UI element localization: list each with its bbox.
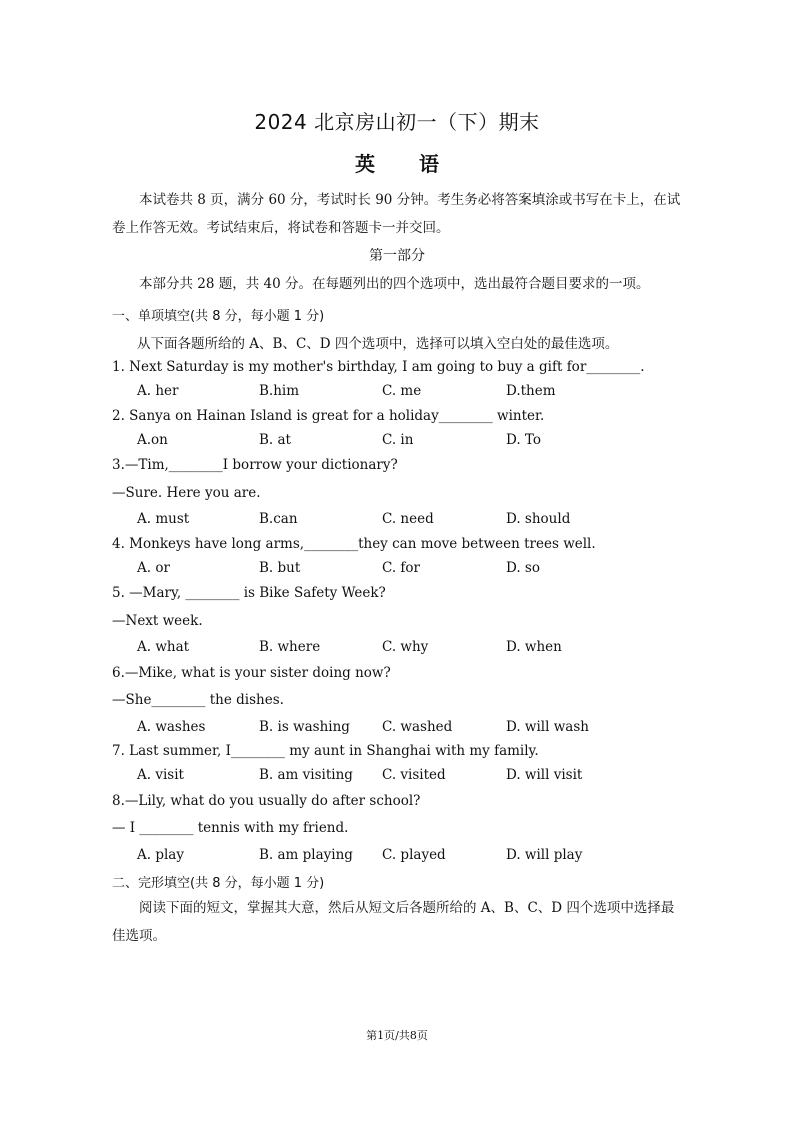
option-a: A. washes xyxy=(137,719,206,735)
exam-instructions: 本试卷共 8 页，满分 60 分，考试时长 90 分钟。考生务必将答案填涂或书写在卡上，在试卷上作答无效。考试结束后，将试卷和答题卡一并交回。 xyxy=(112,192,681,236)
section-instruction: 阅读下面的短文，掌握其大意，然后从短文后各题所给的 A、B、C、D 四个选项中选择最佳选项。 xyxy=(112,900,675,944)
option-c: C. need xyxy=(382,511,434,527)
option-b: B. at xyxy=(259,432,291,448)
question-stem: 7. Last summer, I________ my aunt in Shanghai with my family. xyxy=(112,743,539,759)
option-d: D. To xyxy=(506,432,542,448)
option-b: B.him xyxy=(259,383,300,399)
option-d: D.them xyxy=(506,383,556,399)
option-a: A.on xyxy=(137,432,168,448)
question-stem: 6.—Mike, what is your sister doing now? xyxy=(112,665,391,681)
subject-char: 语 xyxy=(419,152,439,176)
option-c: C. washed xyxy=(382,719,453,735)
section-heading: 一、单项填空(共 8 分，每小题 1 分) xyxy=(112,309,325,324)
question-stem: 2. Sanya on Hainan Island is great for a holiday________ winter. xyxy=(112,408,545,424)
option-c: C. played xyxy=(382,847,446,863)
question-stem: 4. Monkeys have long arms,________they can move between trees well. xyxy=(112,536,596,552)
question-stem: 3.—Tim,________I borrow your dictionary? xyxy=(112,457,398,473)
question-line: —Next week. xyxy=(112,613,203,629)
option-d: D. will wash xyxy=(506,719,589,735)
option-a: A. her xyxy=(137,383,179,399)
option-d: D. so xyxy=(506,560,540,576)
option-a: A. what xyxy=(137,639,190,655)
option-b: B.can xyxy=(259,511,298,527)
subject-char: 英 xyxy=(355,152,375,176)
question-line: — I ________ tennis with my friend. xyxy=(112,820,349,836)
option-c: C. visited xyxy=(382,767,446,783)
option-b: B. am visiting xyxy=(259,767,353,783)
option-c: C. me xyxy=(382,383,422,399)
option-d: D. should xyxy=(506,511,571,527)
page-number: 第1页/共8页 xyxy=(366,1029,428,1042)
section-heading: 二、完形填空(共 8 分，每小题 1 分) xyxy=(112,876,325,891)
question-line: —She________ the dishes. xyxy=(112,692,284,708)
option-a: A. visit xyxy=(137,767,184,783)
question-stem: 1. Next Saturday is my mother's birthday, I am going to buy a gift for________. xyxy=(112,359,645,375)
question-stem: 8.—Lily, what do you usually do after school? xyxy=(112,793,421,809)
question-line: —Sure. Here you are. xyxy=(112,485,261,501)
option-d: D. will visit xyxy=(506,767,583,783)
option-c: C. why xyxy=(382,639,429,655)
option-c: C. in xyxy=(382,432,414,448)
option-d: D. will play xyxy=(506,847,583,863)
subject-title xyxy=(0,148,794,177)
part-intro: 本部分共 28 题，共 40 分。在每题列出的四个选项中，选出最符合题目要求的一项。 xyxy=(139,276,650,292)
option-b: B. am playing xyxy=(259,847,353,863)
option-b: B. but xyxy=(259,560,301,576)
option-d: D. when xyxy=(506,639,562,655)
section-instruction: 从下面各题所给的 A、B、C、D 四个选项中，选择可以填入空白处的最佳选项。 xyxy=(137,336,619,352)
option-b: B. where xyxy=(259,639,321,655)
option-a: A. or xyxy=(137,560,170,576)
option-c: C. for xyxy=(382,560,421,576)
question-stem: 5. —Mary, ________ is Bike Safety Week? xyxy=(112,585,386,601)
part-title: 第一部分 xyxy=(369,248,425,264)
option-a: A. play xyxy=(137,847,184,863)
option-a: A. must xyxy=(137,511,190,527)
option-b: B. is washing xyxy=(259,719,350,735)
exam-title: 2024 北京房山初一（下）期末 xyxy=(254,110,540,134)
